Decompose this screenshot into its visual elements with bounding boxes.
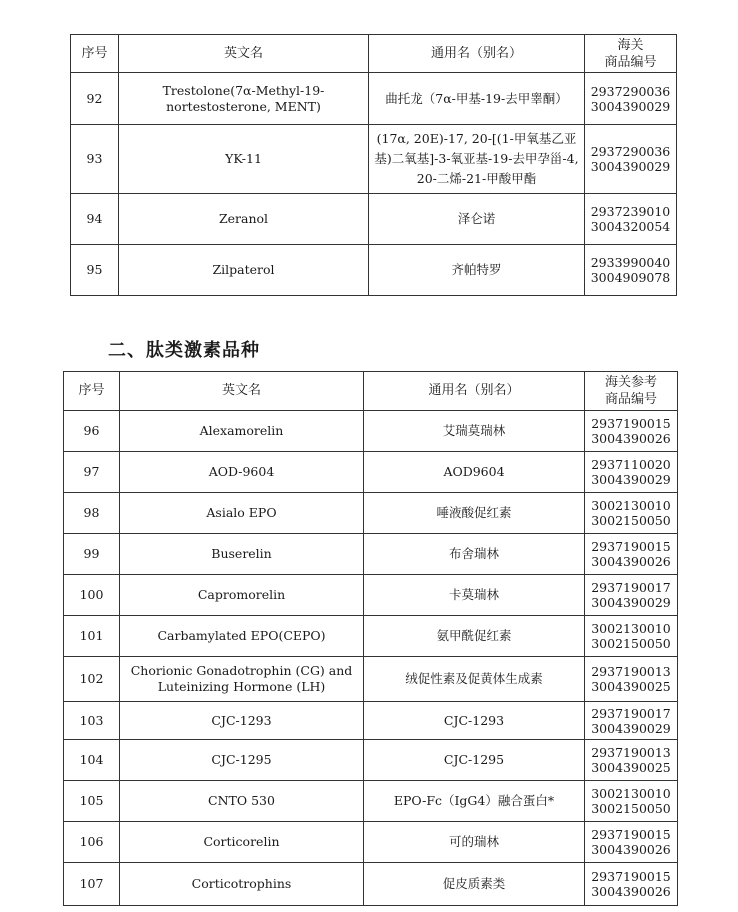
row-english-name: Asialo EPO — [120, 493, 364, 534]
row-no: 95 — [71, 245, 119, 296]
customs-code: 3002130010 — [591, 621, 671, 636]
row-customs-codes — [585, 781, 678, 822]
table-row — [64, 702, 678, 740]
customs-code: 3002150050 — [591, 801, 671, 816]
row-generic-name: 泽仑诺 — [369, 194, 585, 245]
col-header-no: 序号 — [64, 372, 120, 411]
row-customs-codes — [585, 740, 678, 781]
row-no: 99 — [64, 534, 120, 575]
customs-code: 3004390029 — [591, 472, 671, 487]
col-header-english: 英文名 — [119, 35, 369, 73]
row-generic-name: 曲托龙（7α-甲基-19-去甲睾酮） — [369, 73, 585, 125]
table-row — [71, 73, 677, 125]
row-english-name: Corticotrophins — [120, 863, 364, 906]
customs-code: 2937190015 — [591, 416, 671, 431]
customs-code: 3004390025 — [591, 679, 671, 694]
table-row — [64, 863, 678, 906]
row-no: 101 — [64, 616, 120, 657]
table-row — [71, 245, 677, 296]
table-row — [64, 493, 678, 534]
customs-code: 2937110020 — [591, 457, 671, 472]
table-row — [64, 411, 678, 452]
row-no: 97 — [64, 452, 120, 493]
row-customs-codes — [585, 822, 678, 863]
customs-code: 3004390026 — [591, 884, 671, 899]
row-generic-name: (17α, 20E)-17, 20-[(1-甲氧基乙亚基)二氧基]-3-氧亚基-19-去甲孕甾-4, 20-二烯-21-甲酸甲酯 — [369, 125, 585, 194]
customs-code: 3004390029 — [591, 595, 671, 610]
row-english-name: Trestolone(7α-Methyl-19-nortestosterone, MENT) — [119, 73, 369, 125]
row-no: 92 — [71, 73, 119, 125]
customs-code: 3002130010 — [591, 786, 671, 801]
table-row — [64, 575, 678, 616]
row-english-name: CNTO 530 — [120, 781, 364, 822]
customs-code: 2937290036 — [590, 144, 671, 159]
row-customs-codes — [585, 125, 677, 194]
row-generic-name: 卡莫瑞林 — [364, 575, 585, 616]
customs-code: 2937239010 — [590, 204, 671, 219]
customs-code: 3004390029 — [590, 159, 671, 174]
row-no: 105 — [64, 781, 120, 822]
row-generic-name: 齐帕特罗 — [369, 245, 585, 296]
row-english-name: CJC-1293 — [120, 702, 364, 740]
row-generic-name: CJC-1295 — [364, 740, 585, 781]
row-no: 106 — [64, 822, 120, 863]
customs-code: 3002150050 — [591, 636, 671, 651]
row-english-name: Alexamorelin — [120, 411, 364, 452]
row-customs-codes — [585, 194, 677, 245]
table-row — [71, 125, 677, 194]
row-generic-name: 布舍瑞林 — [364, 534, 585, 575]
customs-code: 3004390025 — [591, 760, 671, 775]
row-english-name: Zeranol — [119, 194, 369, 245]
row-no: 102 — [64, 657, 120, 702]
table-row — [64, 822, 678, 863]
row-generic-name: 艾瑞莫瑞林 — [364, 411, 585, 452]
row-no: 103 — [64, 702, 120, 740]
row-generic-name: EPO-Fc（IgG4）融合蛋白* — [364, 781, 585, 822]
col-header-no: 序号 — [71, 35, 119, 73]
row-generic-name: 促皮质素类 — [364, 863, 585, 906]
table2-header-row — [64, 372, 678, 411]
table1-header-row — [71, 35, 677, 73]
row-no: 96 — [64, 411, 120, 452]
customs-code: 3002150050 — [591, 513, 671, 528]
row-no: 107 — [64, 863, 120, 906]
row-generic-name: 绒促性素及促黄体生成素 — [364, 657, 585, 702]
customs-code: 2937190017 — [591, 580, 671, 595]
row-no: 98 — [64, 493, 120, 534]
col-header-customs: 海关 商品编号 — [585, 35, 677, 73]
row-customs-codes — [585, 657, 678, 702]
customs-code: 3004390029 — [591, 720, 671, 736]
col-header-generic: 通用名（别名） — [364, 372, 585, 411]
row-generic-name: CJC-1293 — [364, 702, 585, 740]
customs-code: 2937190015 — [591, 869, 671, 884]
col-header-generic: 通用名（别名） — [369, 35, 585, 73]
hormone-table-2 — [63, 371, 678, 906]
row-customs-codes — [585, 452, 678, 493]
customs-code: 3004390029 — [590, 98, 671, 114]
row-english-name: Chorionic Gonadotrophin (CG) and Luteinizing Hormone (LH) — [120, 657, 364, 702]
row-no: 104 — [64, 740, 120, 781]
customs-code: 3004390026 — [591, 431, 671, 446]
customs-code: 3002130010 — [591, 498, 671, 513]
row-customs-codes — [585, 493, 678, 534]
customs-code: 2937190017 — [591, 705, 671, 721]
table-row — [64, 534, 678, 575]
table-row — [64, 657, 678, 702]
customs-code: 3004390026 — [591, 554, 671, 569]
row-no: 94 — [71, 194, 119, 245]
row-customs-codes — [585, 73, 677, 125]
row-customs-codes — [585, 616, 678, 657]
row-generic-name: 可的瑞林 — [364, 822, 585, 863]
row-generic-name: AOD9604 — [364, 452, 585, 493]
row-english-name: Carbamylated EPO(CEPO) — [120, 616, 364, 657]
row-customs-codes — [585, 245, 677, 296]
section-heading: 二、肽类激素品种 — [108, 340, 260, 361]
customs-code: 3004909078 — [590, 270, 671, 285]
row-no: 93 — [71, 125, 119, 194]
col-header-customs: 海关参考 商品编号 — [585, 372, 678, 411]
row-no: 100 — [64, 575, 120, 616]
row-english-name: YK-11 — [119, 125, 369, 194]
table-row — [64, 616, 678, 657]
customs-code: 2937290036 — [590, 83, 671, 99]
customs-code: 2937190015 — [591, 539, 671, 554]
customs-code: 2937190015 — [591, 827, 671, 842]
row-generic-name: 氨甲酰促红素 — [364, 616, 585, 657]
row-customs-codes — [585, 702, 678, 740]
row-english-name: Capromorelin — [120, 575, 364, 616]
table-row — [64, 781, 678, 822]
table-row — [64, 452, 678, 493]
row-customs-codes — [585, 863, 678, 906]
customs-code: 2933990040 — [590, 255, 671, 270]
row-customs-codes — [585, 411, 678, 452]
row-customs-codes — [585, 575, 678, 616]
table-row — [71, 194, 677, 245]
row-english-name: AOD-9604 — [120, 452, 364, 493]
row-english-name: Buserelin — [120, 534, 364, 575]
row-customs-codes — [585, 534, 678, 575]
customs-code: 3004390026 — [591, 842, 671, 857]
customs-code: 3004320054 — [590, 219, 671, 234]
row-english-name: CJC-1295 — [120, 740, 364, 781]
row-english-name: Corticorelin — [120, 822, 364, 863]
customs-code: 2937190013 — [591, 664, 671, 679]
table-row — [64, 740, 678, 781]
row-english-name: Zilpaterol — [119, 245, 369, 296]
hormone-table-1 — [70, 34, 677, 296]
customs-code: 2937190013 — [591, 745, 671, 760]
col-header-english: 英文名 — [120, 372, 364, 411]
row-generic-name: 唾液酸促红素 — [364, 493, 585, 534]
